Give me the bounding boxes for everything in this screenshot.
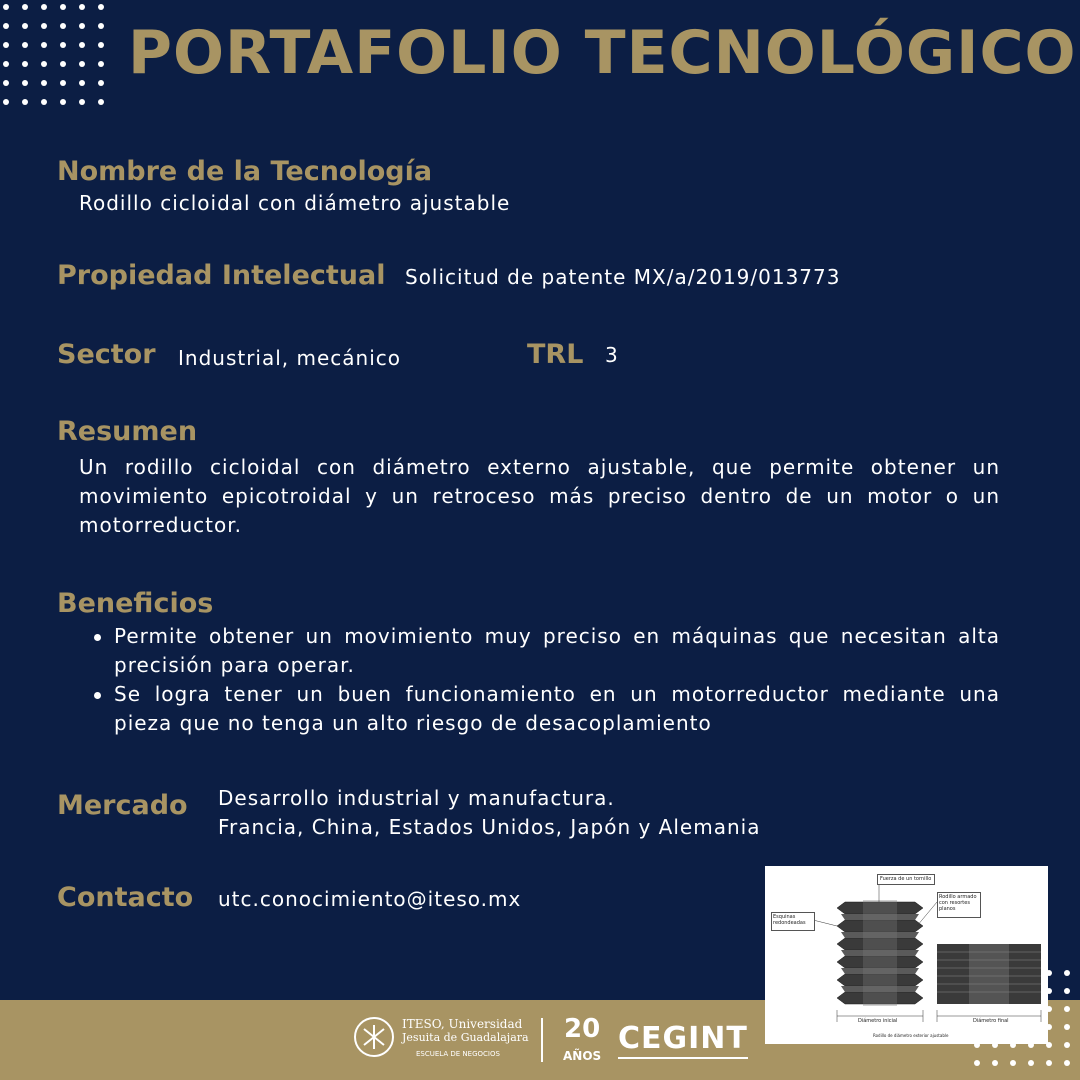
sector-value: Industrial, mecánico	[178, 346, 402, 370]
iteso-logo-icon	[354, 1017, 394, 1057]
sector-label: Sector	[57, 339, 156, 370]
ip-value: Solicitud de patente MX/a/2019/013773	[405, 265, 841, 289]
callout-left-label: Esquinas redondeadas	[773, 914, 806, 926]
cegint-underline	[618, 1057, 748, 1059]
iteso-name: ITESO, Universidad	[402, 1017, 523, 1031]
contact-label: Contacto	[57, 882, 194, 913]
market-label: Mercado	[57, 790, 188, 821]
list-item	[92, 680, 1000, 738]
summary-label: Resumen	[57, 416, 198, 447]
benefits-label: Beneficios	[57, 588, 214, 619]
market-line-2: Francia, China, Estados Unidos, Japón y Alemania	[218, 815, 761, 839]
school-name: ESCUELA DE NEGOCIOS	[416, 1050, 500, 1058]
trl-value: 3	[605, 343, 619, 367]
years-number: 20	[564, 1014, 601, 1044]
technology-value: Rodillo cicloidal con diámetro ajustable	[79, 191, 511, 215]
bullet-icon	[94, 692, 101, 699]
benefits-list	[92, 622, 1000, 738]
callout-top-label: Fuerza de un tornillo	[880, 876, 932, 882]
callout-right-label: Rodillo armado con resortes planos	[939, 894, 977, 912]
cegint-brand: CEGINT	[618, 1021, 748, 1056]
trl-label: TRL	[527, 339, 584, 370]
decorative-dots-top-left	[3, 4, 104, 105]
ip-label: Propiedad Intelectual	[57, 260, 386, 291]
dim-initial-label: Diámetro inicial	[858, 1018, 898, 1024]
benefit-text: Se logra tener un buen funcionamiento en un motorreductor mediante una pieza que no tenga un alto riesgo de desacoplamiento	[114, 682, 1000, 735]
contact-email[interactable]: utc.conocimiento@iteso.mx	[218, 887, 522, 911]
figure-caption: Rodillo de diámetro exterior ajustable	[873, 1033, 949, 1038]
market-line-1: Desarrollo industrial y manufactura.	[218, 786, 615, 810]
footer-divider	[541, 1018, 543, 1062]
summary-text: Un rodillo cicloidal con diámetro externo ajustable, que permite obtener un movimiento epicotroidal y un retroceso más preciso dentro de un motor o un motorreductor.	[79, 455, 1000, 537]
decorative-dots-bottom-right	[974, 970, 1070, 1066]
page-title: PORTAFOLIO TECNOLÓGICO	[128, 18, 1077, 88]
benefit-text: Permite obtener un movimiento muy preciso en máquinas que necesitan alta precisión para operar.	[114, 624, 1000, 677]
iteso-subtitle: Jesuita de Guadalajara	[402, 1031, 529, 1044]
dim-final-label: Diámetro final	[973, 1018, 1009, 1024]
technology-label: Nombre de la Tecnología	[57, 156, 433, 187]
years-word: AÑOS	[563, 1049, 602, 1063]
bullet-icon	[94, 634, 101, 641]
list-item	[92, 622, 1000, 680]
